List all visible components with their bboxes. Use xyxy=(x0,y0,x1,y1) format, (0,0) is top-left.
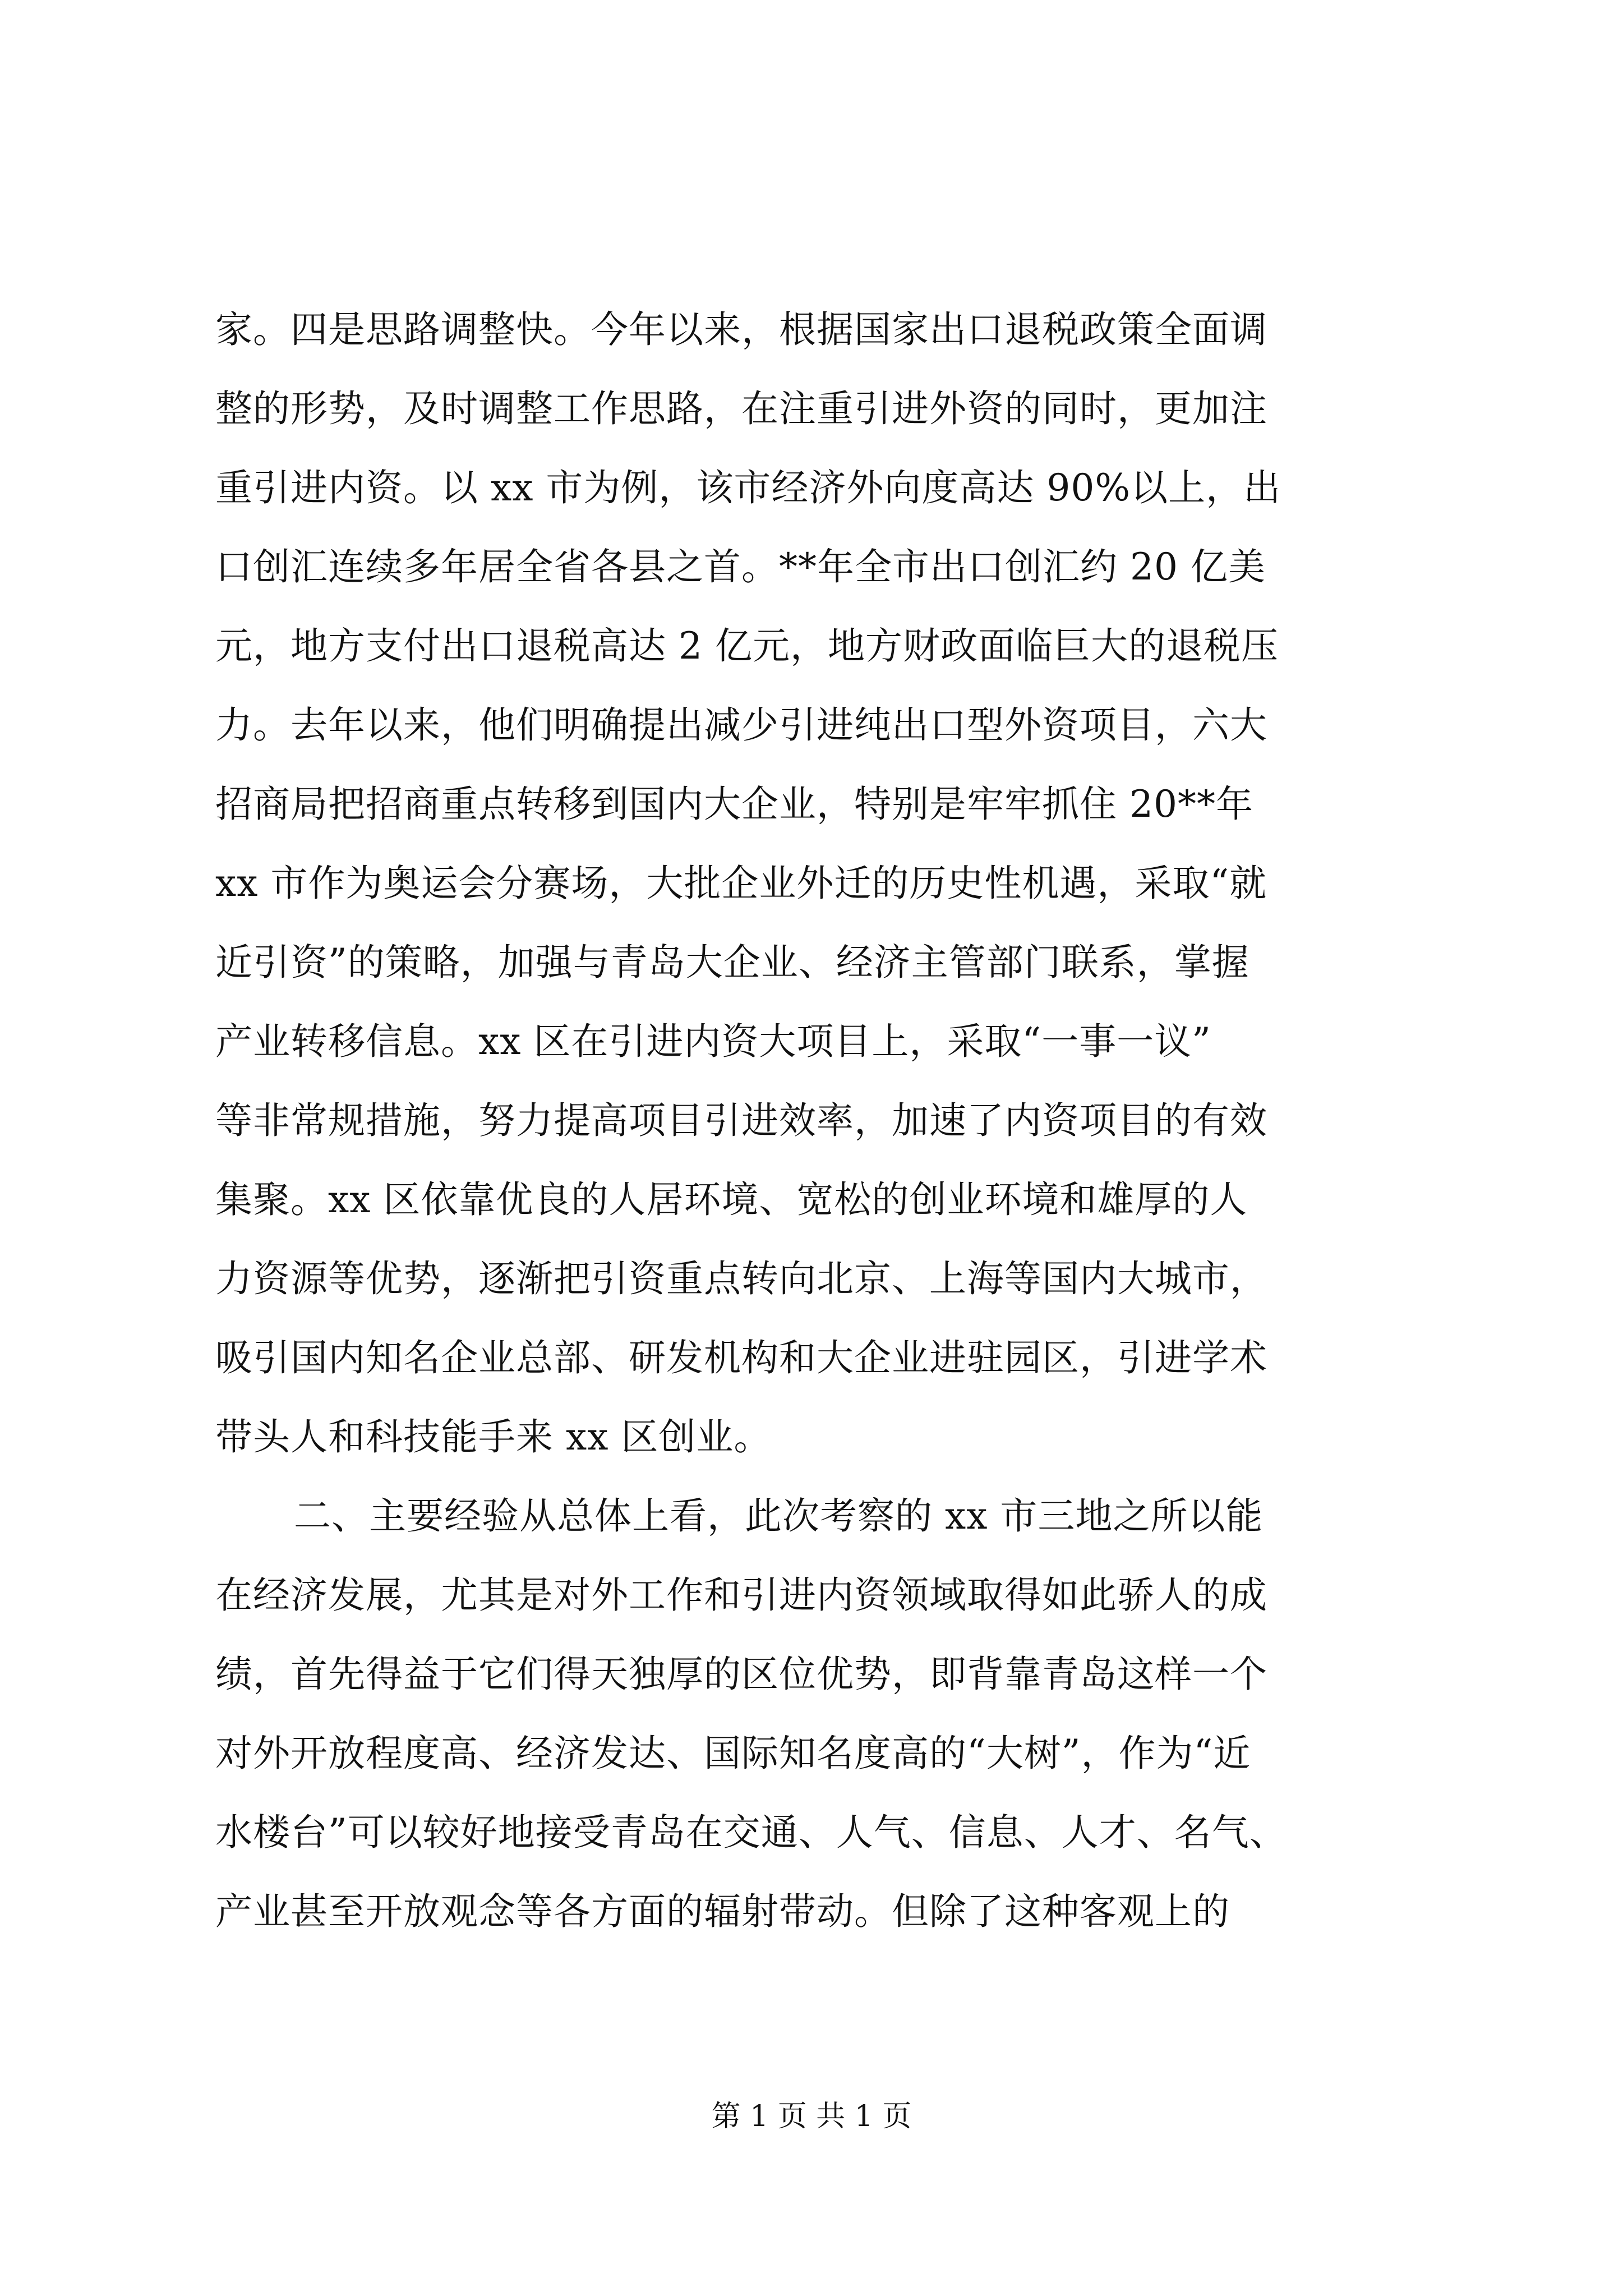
text-line: 在经济发展，尤其是对外工作和引进内资领域取得如此骄人的成 xyxy=(215,1573,1267,1617)
paragraph-first-line: 二、主要经验从总体上看，此次考察的 xx 市三地之所以能 xyxy=(294,1494,1264,1538)
page-number-footer: 第 1 页 共 1 页 xyxy=(711,2100,912,2133)
text-line: 招商局把招商重点转移到国内大企业，特别是牢牢抓住 20**年 xyxy=(215,783,1253,826)
text-line: 水楼台”可以较好地接受青岛在交通、人气、信息、人才、名气、 xyxy=(215,1811,1287,1854)
text-line: 产业甚至开放观念等各方面的辐射带动。但除了这种客观上的 xyxy=(215,1890,1230,1933)
text-line: xx 市作为奥运会分赛场，大批企业外迁的历史性机遇，采取“就 xyxy=(215,862,1267,905)
text-line: 带头人和科技能手来 xx 区创业。 xyxy=(215,1415,772,1458)
text-line: 集聚。xx 区依靠优良的人居环境、宽松的创业环境和雄厚的人 xyxy=(215,1178,1248,1221)
text-line: 整的形势，及时调整工作思路，在注重引进外资的同时，更加注 xyxy=(215,387,1267,430)
text-line: 绩，首先得益于它们得天独厚的区位优势，即背靠青岛这样一个 xyxy=(215,1653,1267,1696)
text-line: 等非常规措施，努力提高项目引进效率，加速了内资项目的有效 xyxy=(215,1099,1267,1142)
text-line: 家。四是思路调整快。今年以来，根据国家出口退税政策全面调 xyxy=(215,308,1267,351)
text-line: 口创汇连续多年居全省各县之首。**年全市出口创汇约 20 亿美 xyxy=(215,545,1266,588)
text-line: 力。去年以来，他们明确提出减少引进纯出口型外资项目，六大 xyxy=(215,703,1267,747)
text-line: 对外开放程度高、经济发达、国际知名度高的“大树”，作为“近 xyxy=(215,1732,1251,1775)
text-line: 近引资”的策略，加强与青岛大企业、经济主管部门联系，掌握 xyxy=(215,941,1249,984)
text-line: 元，地方支付出口退税高达 2 亿元，地方财政面临巨大的退税压 xyxy=(215,624,1279,668)
text-line: 吸引国内知名企业总部、研发机构和大企业进驻园区，引进学术 xyxy=(215,1336,1267,1379)
text-line: 力资源等优势，逐渐把引资重点转向北京、上海等国内大城市， xyxy=(215,1257,1267,1300)
text-line: 产业转移信息。xx 区在引进内资大项目上，采取“一事一议” xyxy=(215,1020,1211,1063)
text-line: 重引进内资。以 xx 市为例，该市经济外向度高达 90%以上，出 xyxy=(215,466,1281,509)
